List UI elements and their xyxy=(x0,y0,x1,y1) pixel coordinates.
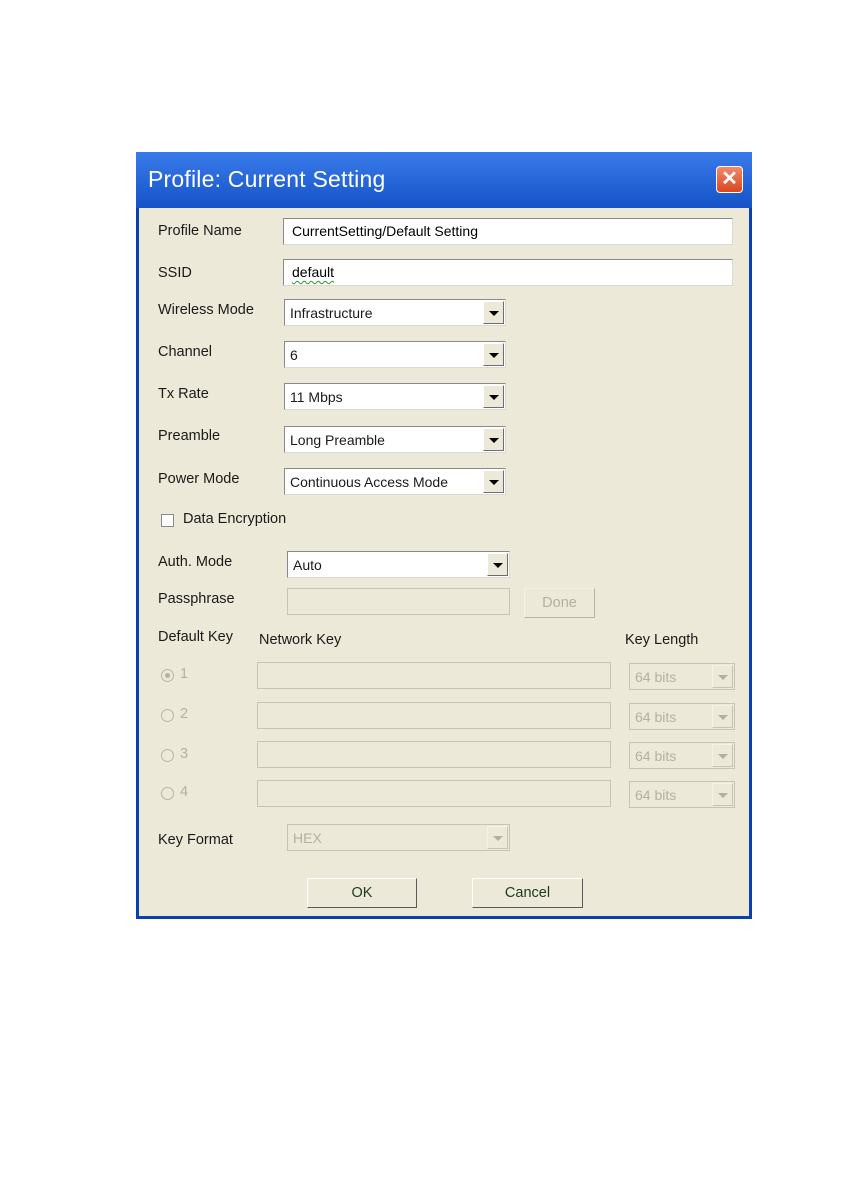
wireless-mode-value: Infrastructure xyxy=(290,305,373,321)
profile-dialog xyxy=(136,152,752,919)
auth-mode-select[interactable] xyxy=(287,551,510,578)
power-mode-label: Power Mode xyxy=(158,471,240,487)
data-encryption-label: Data Encryption xyxy=(183,511,287,527)
passphrase-input[interactable] xyxy=(287,588,510,615)
data-encryption-checkbox[interactable] xyxy=(161,514,174,527)
ssid-value: default xyxy=(292,264,335,280)
chevron-down-icon[interactable] xyxy=(483,385,504,408)
tx-rate-value: 11 Mbps xyxy=(290,389,343,405)
key-1-radio[interactable] xyxy=(161,669,174,682)
dialog-body xyxy=(139,208,749,916)
chevron-down-icon[interactable] xyxy=(712,705,733,728)
key-format-value: HEX xyxy=(293,830,322,846)
key-4-length-select[interactable] xyxy=(629,781,735,808)
chevron-down-icon[interactable] xyxy=(712,665,733,688)
key-3-length-value: 64 bits xyxy=(635,748,677,764)
key-1-input[interactable] xyxy=(257,662,611,689)
window-title: Profile: Current Setting xyxy=(148,166,386,192)
chevron-down-icon[interactable] xyxy=(712,744,733,767)
key-4-length-value: 64 bits xyxy=(635,787,677,803)
key-1-label: 1 xyxy=(180,666,189,682)
preamble-select[interactable] xyxy=(284,426,506,453)
tx-rate-label: Tx Rate xyxy=(158,386,209,402)
key-4-label: 4 xyxy=(180,784,189,800)
wireless-mode-select[interactable] xyxy=(284,299,506,326)
key-4-radio[interactable] xyxy=(161,787,174,800)
profile-name-label: Profile Name xyxy=(158,223,242,239)
default-key-label: Default Key xyxy=(158,629,233,645)
auth-mode-label: Auth. Mode xyxy=(158,554,233,570)
channel-value: 6 xyxy=(290,347,298,363)
passphrase-label: Passphrase xyxy=(158,591,235,607)
profile-name-input[interactable]: CurrentSetting/Default Setting xyxy=(283,218,733,245)
key-1-length-select[interactable] xyxy=(629,663,735,690)
ssid-label: SSID xyxy=(158,265,192,281)
channel-label: Channel xyxy=(158,344,213,360)
chevron-down-icon[interactable] xyxy=(487,553,508,576)
chevron-down-icon[interactable] xyxy=(483,428,504,451)
power-mode-value: Continuous Access Mode xyxy=(290,474,448,490)
chevron-down-icon[interactable] xyxy=(712,783,733,806)
key-2-length-value: 64 bits xyxy=(635,709,677,725)
cancel-button[interactable]: Cancel xyxy=(472,878,583,908)
key-format-select[interactable] xyxy=(287,824,510,851)
chevron-down-icon[interactable] xyxy=(483,470,504,493)
key-length-label: Key Length xyxy=(625,632,699,648)
key-2-radio[interactable] xyxy=(161,709,174,722)
auth-mode-value: Auto xyxy=(293,557,322,573)
channel-select[interactable] xyxy=(284,341,506,368)
chevron-down-icon[interactable] xyxy=(483,301,504,324)
tx-rate-select[interactable] xyxy=(284,383,506,410)
chevron-down-icon[interactable] xyxy=(483,343,504,366)
key-3-input[interactable] xyxy=(257,741,611,768)
ok-button[interactable]: OK xyxy=(307,878,417,908)
preamble-value: Long Preamble xyxy=(290,432,385,448)
key-3-label: 3 xyxy=(180,746,189,762)
wireless-mode-label: Wireless Mode xyxy=(158,302,254,318)
title-bar[interactable] xyxy=(136,152,752,208)
network-key-label: Network Key xyxy=(259,632,342,648)
close-icon[interactable]: ✕ xyxy=(716,166,743,193)
key-2-length-select[interactable] xyxy=(629,703,735,730)
key-1-length-value: 64 bits xyxy=(635,669,677,685)
key-2-input[interactable] xyxy=(257,702,611,729)
key-4-input[interactable] xyxy=(257,780,611,807)
key-2-label: 2 xyxy=(180,706,189,722)
chevron-down-icon[interactable] xyxy=(487,826,508,849)
preamble-label: Preamble xyxy=(158,428,221,444)
key-format-label: Key Format xyxy=(158,832,233,848)
key-3-length-select[interactable] xyxy=(629,742,735,769)
power-mode-select[interactable] xyxy=(284,468,506,495)
key-3-radio[interactable] xyxy=(161,749,174,762)
ssid-input[interactable] xyxy=(283,259,733,286)
done-button[interactable]: Done xyxy=(524,588,595,618)
